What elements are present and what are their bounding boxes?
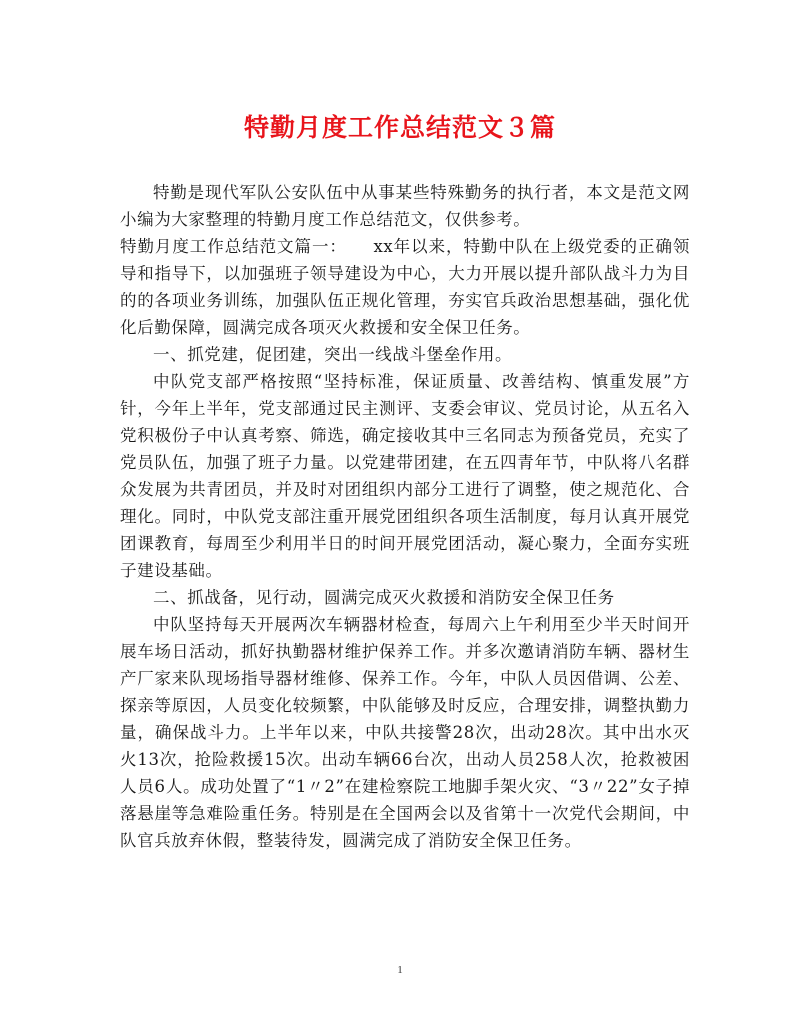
section-one-intro-paragraph: 特勤月度工作总结范文篇一： xx年以来，特勤中队在上级党委的正确领导和指导下，以加强班子领导建设为中心，大力开展以提升部队战斗力为目的的各项业务训练，加强队伍正规化管理，夯实官兵政治思想基础，强化优化后勤保障，圆满完成各项灭火救援和安全保卫任务。 [120,237,690,337]
document-title: 特勤月度工作总结范文３篇 [243,113,556,142]
heading-party-building: 一、抓党建，促团建，突出一线战斗堡垒作用。 [153,345,513,364]
page-number: 1 [397,964,403,976]
combat-readiness-paragraph: 中队坚持每天开展两次车辆器材检查，每周六上午利用至少半天时间开展车场日活动，抓好执勤器材维护保养工作。并多次邀请消防车辆、器材生产厂家来队现场指导器材维修、保养工作。今年，中队人员因借调、公差、探亲等原因，人员变化较频繁，中队能够及时反应，合理安排，调整执勤力量，确保战斗力。上半年以来，中队共接警28次，出动28次。其中出水灭火13次，抢险救援15次。出动车辆66台次，出动人员258人次，抢救被困人员6人。成功处置了“1〃2”在建检察院工地脚手架火灾、“3〃22”女子掉落悬崖等急难险重任务。特别是在全国两会以及省第十一次党代会期间，中队官兵放弃休假，整装待发，圆满完成了消防安全保卫任务。 [120,615,690,850]
party-building-paragraph: 中队党支部严格按照“坚持标准，保证质量、改善结构、慎重发展”方针，今年上半年，党支部通过民主测评、支委会审议、党员讨论，从五名入党积极份子中认真考察、筛选，确定接收其中三名同志为预备党员，充实了党员队伍，加强了班子力量。以党建带团建，在五四青年节，中队将八名群众发展为共青团员，并及时对团组织内部分工进行了调整，使之规范化、合理化。同时，中队党支部注重开展党团组织各项生活制度，每月认真开展党团课教育，每周至少利用半日的时间开展党团活动，凝心聚力，全面夯实班子建设基础。 [120,372,690,580]
intro-paragraph: 特勤是现代军队公安队伍中从事某些特殊勤务的执行者，本文是范文网小编为大家整理的特勤月度工作总结范文，仅供参考。 [120,183,690,229]
heading-combat-readiness: 二、抓战备，见行动，圆满完成灭火救援和消防安全保卫任务 [153,588,615,607]
document-body [120,179,690,854]
